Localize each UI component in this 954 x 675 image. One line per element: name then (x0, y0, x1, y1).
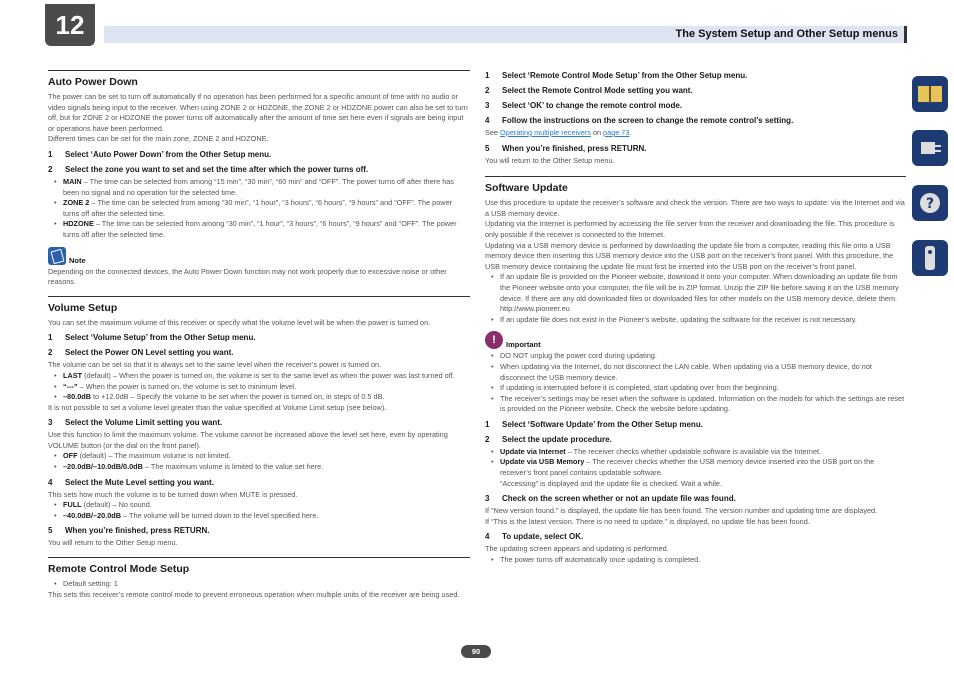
svg-text:?: ? (925, 196, 935, 212)
step-2: 2 Select the Remote Control Mode setting you want. (485, 86, 693, 95)
list-item: • MAIN – The time can be selected from among “15 min”, “30 min”, “60 min” and “OFF”. The power turns off after there has been no signal and no operation for the selected time. (54, 176, 454, 197)
important-heading: ! Important (485, 331, 906, 349)
step-4-text: The updating screen appears and updating is performed. (485, 544, 669, 554)
auto-power-intro: The power can be set to turn off automatically if no operation has been performed for a specific amount of time with no audio or video signals being input to the receiver. When using ZONE 2 or HDZONE, the ZONE 2 or HDZONE power can also be set to turn off, but for ZONE 2 or HDZONE the power turns off automatically after the amount of time set here even if signals are being input or operations have been performed. (48, 92, 468, 133)
list-item: • If an update file is provided on the Pioneer website, download it onto your computer. When downloading an update file from the Pioneer website onto your computer, the file will be in ZIP format. Unzip the ZIP file before saving it on the USB memory device. If there are any old downloaded files or downloaded files for other models on the USB memory device, delete them. http://www.pioneer.eu (491, 272, 899, 314)
page-73-link[interactable]: page 73 (603, 128, 630, 137)
note-heading: Note (48, 247, 470, 265)
software-p2: Updating via the Internet is performed by accessing the file server from the receiver and downloading the file. This procedure is only possible if the receiver is connected to the Internet. (485, 219, 895, 239)
section-title-software-update: Software Update (485, 176, 906, 194)
list-item: • When updating via the Internet, do not disconnect the LAN cable. When updating via a USB memory device, do not disconnect the USB memory device. (491, 361, 872, 382)
step-2: 2 Select the zone you want to set and set the time after which the power turns off. (48, 164, 369, 174)
remote-intro: This sets this receiver’s remote control mode to prevent erroneous operation when multiple units of the receiver are being used. (48, 589, 460, 599)
section-title-remote-control-mode: Remote Control Mode Setup (48, 557, 470, 575)
step-5: 5 When you’re finished, press RETURN. (485, 143, 647, 153)
list-item: • The receiver’s settings may be reset when the software is updated. Information on the models for which the settings are reset is provided on the Pioneer website. Check the website before updating. (491, 393, 905, 414)
note-pencil-icon (48, 247, 66, 265)
step-5: 5 When you’re finished, press RETURN. (48, 526, 210, 536)
step-4: 4 To update, select OK. (485, 532, 584, 542)
right-column (485, 68, 906, 566)
step-1: 1 Select ‘Volume Setup’ from the Other Setup menu. (48, 333, 256, 343)
list-item: • OFF (default) – The maximum volume is not limited. (54, 451, 231, 461)
list-item: • ZONE 2 – The time can be selected from among “30 min”, “1 hour”, “3 hours”, “6 hours”, “9 hours” and “OFF”. The power turns off after the selected time. (54, 198, 453, 218)
volume-intro: You can set the maximum volume of this receiver or specify what the volume level will be when the power is turned on. (48, 317, 431, 327)
step-1: 1 Select ‘Auto Power Down’ from the Other Setup menu. (48, 149, 272, 159)
step-4: 4 Select the Mute Level setting you want. (48, 477, 214, 487)
step-5-text: You will return to the Other Setup menu. (485, 155, 615, 165)
operating-multiple-receivers-link[interactable]: Operating multiple receivers (500, 128, 591, 137)
volume-limit-note: It is not possible to set a volume level greater than the value specified at Volume Limit setup (see below). (48, 402, 387, 412)
list-item: • –40.0dB/–20.0dB – The volume will be turned down to the level specified here. (54, 510, 319, 520)
list-item: • Update via USB Memory – The receiver checks whether the USB memory device inserted into the USB port on the receiver’s front panel contains updatable software. “Accessing” is displayed and the update file is checked. Wait a while. (491, 457, 875, 488)
important-warning-icon: ! (485, 331, 503, 349)
list-item: • HDZONE – The time can be selected from among “30 min”, “1 hour”, “3 hours”, “6 hours”, “9 hours” and “OFF”. The power turns off after the selected time. (54, 219, 457, 239)
faq-question-icon[interactable] (912, 185, 948, 221)
note-text: Depending on the connected devices, the Auto Power Down function may not work properly due to excessive noise or other reasons. (48, 266, 447, 287)
step-3: 3 Select the Volume Limit setting you want. (48, 418, 223, 428)
list-item: • –80.0dB to +12.0dB – Specify the volume to be set when the power is turned on, in steps of 0.5 dB. (54, 392, 385, 402)
list-item: • If updating is interrupted before it is completed, start updating over from the beginning. (491, 383, 779, 393)
step-3: 3 Select ‘OK’ to change the remote control mode. (485, 101, 683, 110)
step-3: 3 Check on the screen whether or not an update file was found. (485, 494, 736, 504)
contents-book-icon[interactable] (912, 76, 948, 112)
list-item: • FULL (default) – No sound. (54, 500, 152, 510)
software-p3: Updating via a USB memory device is performed by downloading the update file from a computer, reading this file onto a USB memory device then inserting this USB memory device into the USB port on the receiver’s front panel. With this procedure, the USB memory device containing the update file must first be inserted into the USB port on the receiver’s front panel. (485, 240, 894, 271)
step-1: 1 Select ‘Remote Control Mode Setup’ from the Other Setup menu. (485, 71, 748, 80)
step-4: 4 Follow the instructions on the screen to change the remote control’s setting. (485, 116, 794, 125)
remote-control-icon[interactable] (912, 240, 948, 276)
list-item: • DO NOT unplug the power cord during updating. (491, 351, 657, 361)
step-3-text: Use this function to limit the maximum volume. The volume cannot be increased above the level set here, even by operating VOLUME button (or the dial on the front panel). (48, 430, 448, 450)
auto-power-intro2: Different times can be set for the main zone, ZONE 2 and HDZONE. (48, 134, 269, 144)
step-5-text: You will return to the Other Setup menu. (48, 538, 178, 548)
page-title: The System Setup and Other Setup menus (675, 28, 898, 40)
step-2-text: The volume can be set so that it is always set to the same level when the receiver’s power is turned on. (48, 360, 382, 370)
step-2: 2 Select the update procedure. (485, 434, 612, 444)
header-bar (104, 26, 907, 43)
step-3-text-a: If “New version found.” is displayed, the update file has been found. The version number and updating time are displayed. (485, 506, 878, 516)
list-item: • The power turns off automatically once updating is completed. (491, 555, 701, 565)
list-item: • Default setting: 1 (54, 579, 118, 589)
list-item: • LAST (default) – When the power is turned on, the volume is set to the same level as when the power was last turned off. (54, 370, 455, 380)
section-title-auto-power-down: Auto Power Down (48, 70, 470, 88)
left-column (48, 70, 470, 600)
step-3-text-b: If “This is the latest version. There is no need to update.” is displayed, no update file has been found. (485, 516, 810, 526)
step-1: 1 Select ‘Software Update’ from the Other Setup menu. (485, 419, 703, 429)
see-reference: See Operating multiple receivers on page 73. (485, 128, 632, 137)
chapter-number: 12 (45, 4, 95, 46)
section-title-volume-setup: Volume Setup (48, 296, 470, 314)
step-2: 2 Select the Power ON Level setting you want. (48, 348, 234, 358)
connection-plug-icon[interactable] (912, 130, 948, 166)
step-4-text: This sets how much the volume is to be turned down when MUTE is pressed. (48, 489, 298, 499)
list-item: • “---” – When the power is turned on, the volume is set to minimum level. (54, 381, 297, 391)
pioneer-url: http://www.pioneer.eu (500, 304, 570, 314)
list-item: • If an update file does not exist in the Pioneer’s website, updating the software for the receiver is not necessary. (491, 314, 857, 324)
list-item: • –20.0dB/–10.0dB/0.0dB – The maximum volume is limited to the value set here. (54, 462, 324, 472)
page-number: 90 (461, 645, 491, 658)
list-item: • Update via Internet – The receiver checks whether updatable software is available via the Internet. (491, 446, 822, 456)
software-p1: Use this procedure to update the receiver’s software and check the version. There are two ways to update: via the Internet and via a USB memory device. (485, 198, 905, 218)
